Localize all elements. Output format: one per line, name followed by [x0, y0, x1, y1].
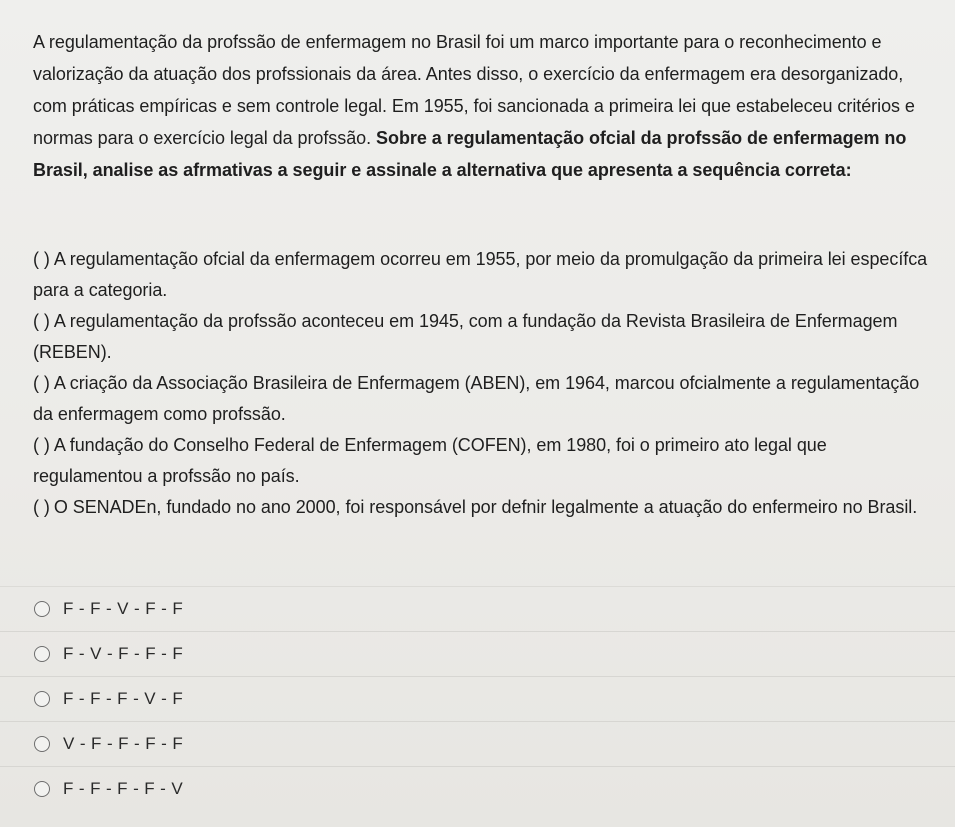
question-intro: A regulamentação da profssão de enfermagem no Brasil foi um marco importante para o reconhecimento e valorização da atuação dos profssionais da área. Antes disso, o exercício da enfermagem era desorganizado, com práticas empíricas e sem controle legal. Em 1955, foi sancionada a primeira lei que estabeleceu critérios e normas para o exercício legal da profssão. [33, 32, 915, 148]
statement-paren: ( ) [33, 435, 50, 455]
answer-option-label[interactable]: F - F - F - F - V [63, 779, 184, 798]
radio-button-icon[interactable] [34, 646, 50, 662]
statement-item [33, 368, 933, 430]
statement-item [33, 244, 933, 306]
statement-paren: ( ) [33, 373, 50, 393]
statement-text: O SENADEn, fundado no ano 2000, foi responsável por defnir legalmente a atuação do enfermeiro no Brasil. [53, 497, 918, 517]
statement-paren: ( ) [33, 249, 50, 269]
statement-text: A regulamentação da profssão aconteceu em 1945, com a fundação da Revista Brasileira de Enfermagem (REBEN). [33, 311, 898, 362]
answer-option-label[interactable]: F - F - F - V - F [63, 689, 184, 708]
radio-button-icon[interactable] [34, 691, 50, 707]
radio-button-icon[interactable] [34, 736, 50, 752]
statement-paren: ( ) [33, 497, 50, 517]
answer-option[interactable] [0, 721, 955, 766]
answer-option[interactable] [0, 676, 955, 721]
radio-button-icon[interactable] [34, 601, 50, 617]
question-prompt: Sobre a regulamentação ofcial da profssão de enfermagem no Brasil, analise as afrmativas a seguir e assinale a alternativa que apresenta a sequência correta: [33, 128, 907, 180]
statement-list [33, 244, 933, 523]
answer-option[interactable] [0, 631, 955, 676]
question-text [33, 26, 933, 186]
answer-option[interactable] [0, 766, 955, 811]
statement-text: A criação da Associação Brasileira de Enfermagem (ABEN), em 1964, marcou ofcialmente a regulamentação da enfermagem como profssão. [33, 373, 920, 424]
statement-item [33, 430, 933, 492]
answer-option[interactable] [0, 586, 955, 631]
statement-text: A regulamentação ofcial da enfermagem ocorreu em 1955, por meio da promulgação da primeira lei específca para a categoria. [33, 249, 928, 300]
statement-item [33, 492, 933, 523]
statement-text: A fundação do Conselho Federal de Enfermagem (COFEN), em 1980, foi o primeiro ato legal que regulamentou a profssão no país. [33, 435, 827, 486]
answer-option-label[interactable]: V - F - F - F - F [63, 734, 184, 753]
statement-paren: ( ) [33, 311, 50, 331]
answer-option-label[interactable]: F - V - F - F - F [63, 644, 184, 663]
answer-option-label[interactable]: F - F - V - F - F [63, 599, 184, 618]
statement-item [33, 306, 933, 368]
radio-button-icon[interactable] [34, 781, 50, 797]
answer-options [0, 586, 955, 811]
